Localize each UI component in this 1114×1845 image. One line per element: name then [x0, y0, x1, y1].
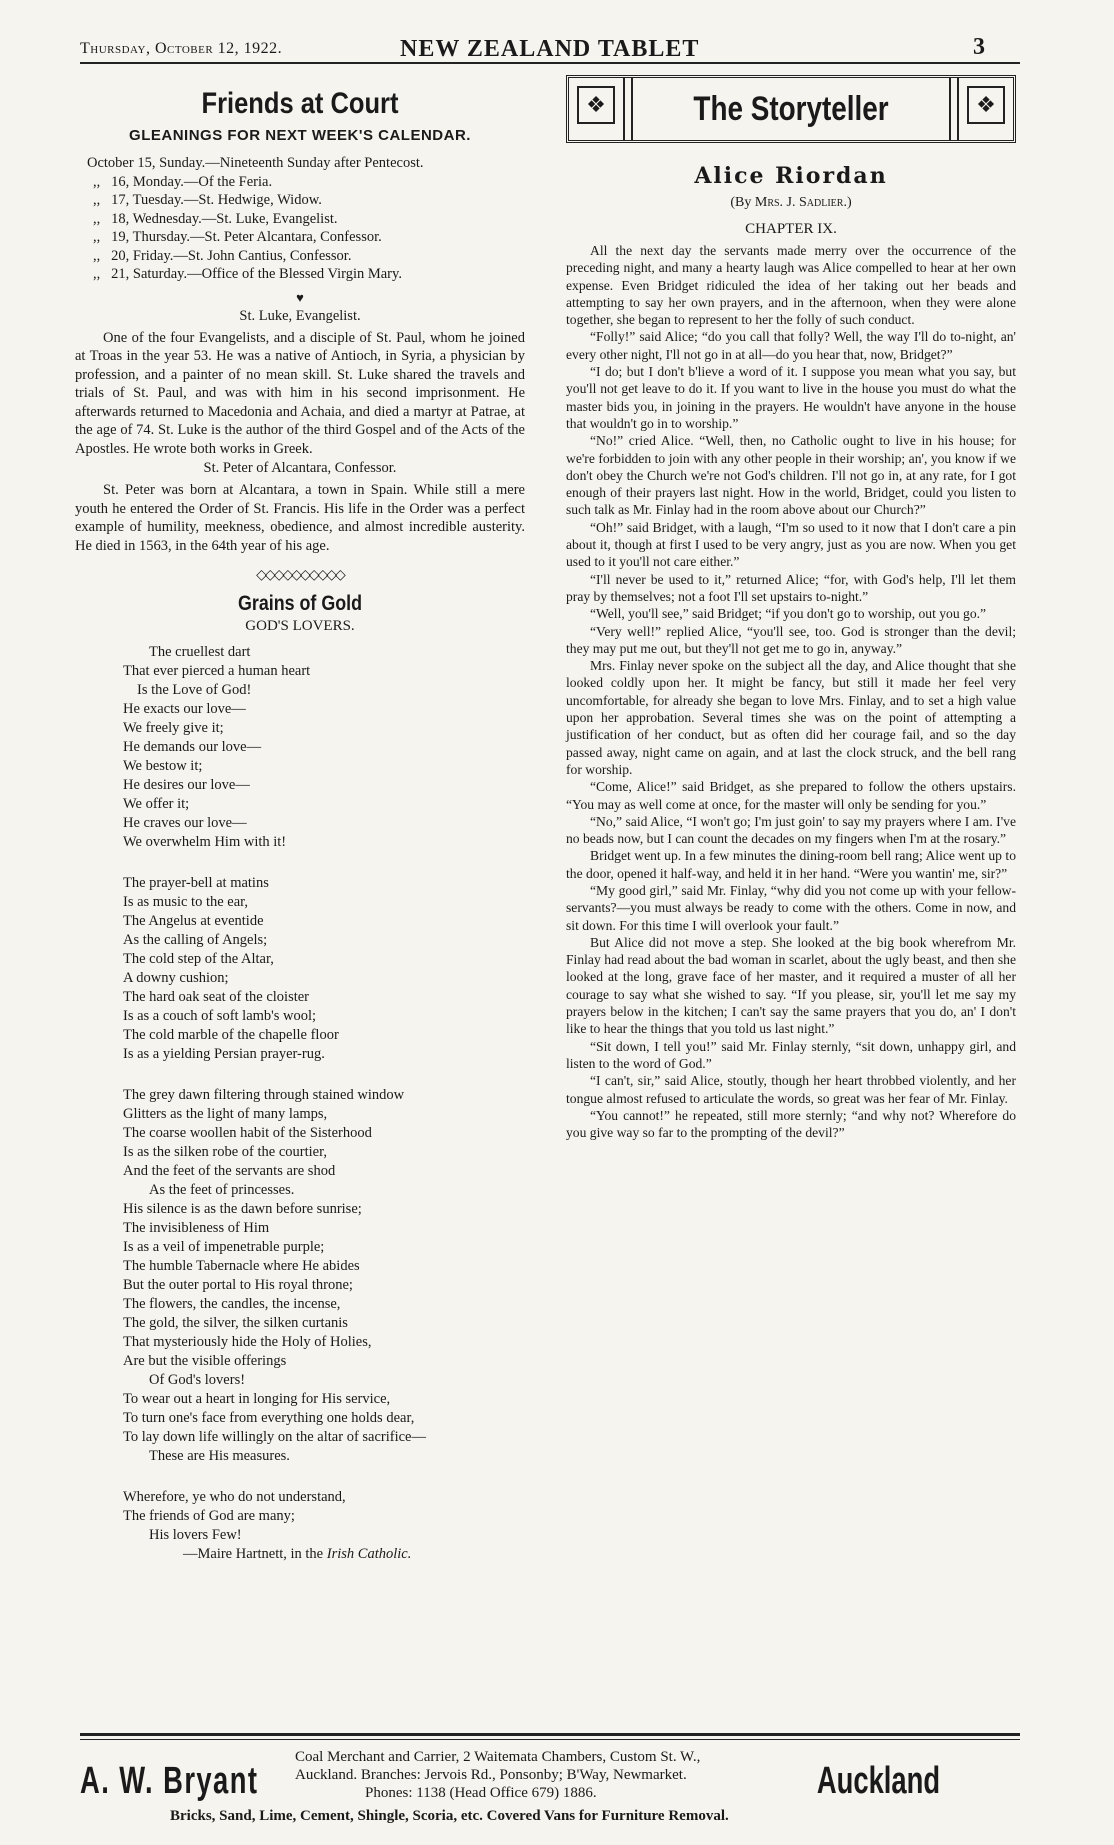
story-paragraph: “I can't, sir,” said Alice, stoutly, though her heart throbbed violently, and her tongue almost refused to articulate the words, so great was her fear of Mr. Finlay.	[566, 1073, 1016, 1106]
poem-line: The grey dawn filtering through stained window	[123, 1087, 405, 1103]
calendar-entry: ,, 20, Friday.—St. John Cantius, Confessor.	[93, 247, 352, 264]
story-paragraph: “Oh!” said Bridget, with a laugh, “I'm so used to it now that I don't care a pin about it, though at first I used to be very angry, just as you are now. When you get used to it you'll not care either.”	[566, 519, 1016, 570]
poem-line: The coarse woollen habit of the Sisterhood	[123, 1125, 372, 1141]
poem-line: The flowers, the candles, the incense,	[123, 1296, 341, 1312]
poem-line: A downy cushion;	[123, 970, 229, 986]
poem-line: As the feet of princesses.	[149, 1182, 295, 1198]
poem-line: Is as the silken robe of the courtier,	[123, 1144, 327, 1160]
poem-stanza-2	[123, 874, 525, 1064]
poem-line: And the feet of the servants are shod	[123, 1163, 336, 1179]
poem-line: To lay down life willingly on the altar of sacrifice—	[123, 1429, 426, 1445]
issue-date: Thursday, October 12, 1922.	[80, 40, 283, 57]
poem-line: The cold step of the Altar,	[123, 951, 274, 967]
grains-of-gold-title: Grains of Gold	[238, 592, 362, 615]
poem-line: We bestow it;	[123, 758, 203, 774]
poem-line: Wherefore, ye who do not understand,	[123, 1489, 346, 1505]
poem-line: Is as a yielding Persian prayer-rug.	[123, 1046, 325, 1062]
poem-line: The prayer-bell at matins	[123, 875, 269, 891]
byline-prefix: (By	[730, 195, 752, 210]
saint-luke-text: One of the four Evangelists, and a disciple of St. Paul, whom he joined at Troas in the year 53. He was a native of Antioch, in Syria, a physician by profession, and a painter of no mean skill. St. Luke shared the travels and trials of St. Paul, and was with him in his second imprisonment. He afterwards returned to Macedonia and Achaia, and died a martyr at Patrae, at the age of 74. St. Luke is the author of the third Gospel and of the Acts of the Apostles. He wrote both works in Greek.	[75, 329, 525, 457]
chapter-heading: CHAPTER IX.	[745, 221, 837, 237]
story-paragraph: Bridget went up. In a few minutes the dining-room bell rang; Alice went up to the door, opened it half-way, and held it in her hand. “Were you wantin' me, sir?”	[566, 848, 1016, 881]
story-title: Alice Riordan	[694, 163, 888, 189]
story-paragraph: “No!” cried Alice. “Well, then, no Catholic ought to live in his house; for we're forbidden to join with any other people in their worship; an', you know if we don't obey the Church we're not God's children. I'll not go in, at any rate, for I got enough of their prayers last night. How in the world, Bridget, could you listen to such talk as Mr. Finlay had in the room above about our Church?”	[566, 433, 1016, 518]
poem-line: Is as a couch of soft lamb's wool;	[123, 1008, 317, 1024]
calendar-entry: ,, 18, Wednesday.—St. Luke, Evangelist.	[93, 210, 338, 227]
calendar-entry: October 15, Sunday.—Nineteenth Sunday after Pentecost.	[87, 155, 424, 171]
poem-line: Are but the visible offerings	[123, 1353, 287, 1369]
poem-line: The humble Tabernacle where He abides	[123, 1258, 360, 1274]
story-paragraph: But Alice did not move a step. She looked at the big book wherefrom Mr. Finlay had read about the bad woman in scarlet, about the ugly beast, and then she looked at the long, grave face of her master, and it required a muster of all her courage to say what she wished to say. “If you please, sir, you'll let me say my prayers below in the kitchen; I can't say the same prayers that you do, an' I don't like to hear the things that you told us last night.”	[566, 934, 1016, 1037]
poem-line: He exacts our love—	[123, 701, 246, 717]
poem-line: The cold marble of the chapelle floor	[123, 1027, 339, 1043]
credit-author: —Maire Hartnett, in the	[183, 1546, 324, 1562]
poem-line: The Angelus at eventide	[123, 913, 264, 929]
banner-divider	[957, 78, 959, 140]
ad-line: Auckland. Branches: Jervois Rd., Ponsonby; B'Way, Newmarket.	[295, 1767, 687, 1783]
poem-line: The hard oak seat of the cloister	[123, 989, 310, 1005]
story-paragraph: “My good girl,” said Mr. Finlay, “why did you not come up with your fellow-servants?—you must always be ready to come with the others. Come in now, and sit down. For this time I will overlook your fault.”	[566, 882, 1016, 933]
story-paragraph: “Very well!” replied Alice, “you'll see, too. God is stronger than the devil; they may put me out, but they'll not get me to go in, anyway.”	[566, 623, 1016, 656]
poem-line: To turn one's face from everything one holds dear,	[123, 1410, 415, 1426]
poem-line: That ever pierced a human heart	[123, 663, 311, 679]
story-paragraph: Mrs. Finlay never spoke on the subject all the day, and Alice thought that she looked coldly upon her. It might be fancy, but still it made her feel very uncomfortable, for already she began to love Mrs. Finlay, and to set a high value upon her approbation. Several times she was on the point of attempting a justification of her conduct, but as often did her courage fail, and so the day passed away, night came on again, and at last the clock struck, and the bell rang for worship.	[566, 658, 1016, 777]
calendar-entry: ,, 16, Monday.—Of the Feria.	[93, 173, 273, 190]
advertiser-city: Auckland	[816, 1760, 940, 1802]
calendar-entry: ,, 19, Thursday.—St. Peter Alcantara, Confessor.	[93, 229, 382, 245]
ad-line: Coal Merchant and Carrier, 2 Waitemata Chambers, Custom St. W.,	[295, 1749, 701, 1765]
storyteller-banner	[566, 75, 1016, 143]
right-column	[566, 75, 1016, 1141]
story-paragraph: “Well, you'll see,” said Bridget; “if you don't go to worship, out you go.”	[590, 606, 987, 622]
diamond-divider-icon: ◇◇◇◇◇◇◇◇◇◇	[256, 568, 344, 583]
calendar-list	[87, 154, 525, 284]
poem-line: Is as music to the ear,	[123, 894, 249, 910]
story-paragraph: “I do; but I don't b'lieve a word of it. I suppose you mean what you say, but you'll not get leave to do it. If you want to live in the house you must do what the master bids you, in joining in the prayers. He wouldn't have anyone in the house that wouldn't go in to worship.”	[566, 364, 1016, 431]
poem-line: We freely give it;	[123, 720, 224, 736]
story-paragraph: “Sit down, I tell you!” said Mr. Finlay sternly, “sit down, unhappy girl, and listen to the word of God.”	[566, 1038, 1016, 1071]
banner-divider	[949, 78, 951, 140]
ornament-box-icon: ❖	[967, 86, 1005, 124]
footer-rule	[80, 1733, 1020, 1736]
calendar-entry: ,, 21, Saturday.—Office of the Blessed Virgin Mary.	[93, 266, 402, 282]
story-paragraph: “You cannot!” he repeated, still more sternly; “and why not? Wherefore do you give way so far to the prompting of the devil?”	[566, 1107, 1016, 1141]
poem-line: The friends of God are many;	[123, 1508, 295, 1524]
byline-author: Mrs. J. Sadlier.)	[754, 195, 852, 210]
bryant-advertisement	[80, 1748, 1020, 1828]
poem-line: The invisibleness of Him	[123, 1220, 270, 1236]
banner-divider	[631, 78, 633, 140]
poem-line: That mysteriously hide the Holy of Holies,	[123, 1334, 372, 1350]
story-paragraph: “I'll never be used to it,” returned Alice; “for, with God's help, I'll let them pray by themselves; not a foot I'll set upstairs to-night.”	[566, 571, 1016, 604]
poem-stanza-1	[123, 643, 525, 852]
saint-peter-heading: St. Peter of Alcantara, Confessor.	[203, 460, 397, 476]
story-paragraph: “Folly!” said Alice; “do you call that folly? Well, the way I'll do to-night, an' every other night, I'll not go in at all—do you hear that, now, Bridget?”	[566, 329, 1016, 362]
credit-source: Irish Catholic.	[326, 1546, 412, 1562]
poem-line: His lovers Few!	[149, 1527, 242, 1543]
poem-line: As the calling of Angels;	[123, 932, 268, 948]
poem-line: Of God's lovers!	[149, 1372, 246, 1388]
poem-line: Is the Love of God!	[137, 682, 252, 698]
poem-stanza-4	[123, 1488, 525, 1545]
story-paragraph: “No,” said Alice, “I won't go; I'm just goin' to say my prayers where I am. I've no beads now, but I can count the decades on my fingers when I'm at the rosary.”	[566, 813, 1016, 847]
advertiser-details	[295, 1748, 855, 1802]
calendar-entry: ,, 17, Tuesday.—St. Hedwige, Widow.	[93, 192, 322, 208]
poem-line: But the outer portal to His royal throne;	[123, 1277, 353, 1293]
header-rule	[80, 62, 1020, 64]
poem-line: He desires our love—	[123, 777, 250, 793]
poem-line: To wear out a heart in longing for His service,	[123, 1391, 391, 1407]
footer-rule-thin	[80, 1739, 1020, 1740]
heart-ornament-icon: ♥	[296, 289, 304, 305]
poem-line: Is as a veil of impenetrable purple;	[123, 1239, 325, 1255]
story-paragraph: “Come, Alice!” said Bridget, as she prepared to follow the others upstairs. “You may as well come at once, for the master will only be sending for you.”	[566, 779, 1016, 812]
left-column	[75, 75, 525, 1564]
poem-line: The cruellest dart	[149, 644, 251, 660]
poem-line: These are His measures.	[149, 1448, 290, 1464]
ad-services: Bricks, Sand, Lime, Cement, Shingle, Scoria, etc. Covered Vans for Furniture Removal.	[170, 1808, 729, 1824]
saint-luke-heading: St. Luke, Evangelist.	[239, 307, 361, 324]
banner-divider	[623, 78, 625, 140]
poem-title: GOD'S LOVERS.	[245, 618, 355, 634]
story-paragraph: All the next day the servants made merry over the occurrence of the preceding night, and many a hearty laugh was Alice compelled to hear at her own expense. Even Bridget ridiculed the idea of her taking out her beads and attempting to say her own prayers, and in the afternoon, when they were alone together, she began to represent to her the folly of such conduct.	[566, 243, 1016, 328]
saint-peter-text: St. Peter was born at Alcantara, a town in Spain. While still a mere youth he entered the Order of St. Francis. His life in the Order was a perfect example of humility, meekness, obedience, and almost incredible austerity. He died in 1563, in the 64th year of his age.	[75, 482, 525, 554]
poem-line: Glitters as the light of many lamps,	[123, 1106, 328, 1122]
poem-stanza-3	[123, 1086, 525, 1466]
poem-line: We overwhelm Him with it!	[123, 834, 287, 850]
poem-line: He demands our love—	[123, 739, 262, 755]
poem-line: The gold, the silver, the silken curtanis	[123, 1315, 348, 1331]
calendar-subtitle: GLEANINGS FOR NEXT WEEK'S CALENDAR.	[129, 127, 471, 144]
page-header	[80, 30, 985, 60]
friends-at-court-title: Friends at Court	[201, 87, 399, 120]
ad-phones: Phones: 1138 (Head Office 679) 1886.	[365, 1785, 597, 1801]
poem-line: He craves our love—	[123, 815, 247, 831]
poem-line: His silence is as the dawn before sunrise;	[123, 1201, 362, 1217]
poem-line: We offer it;	[123, 796, 190, 812]
advertiser-name: A. W. Bryant	[80, 1760, 259, 1802]
masthead: NEW ZEALAND TABLET	[400, 36, 700, 62]
byline	[566, 195, 1016, 211]
ornament-box-icon: ❖	[577, 86, 615, 124]
poem-credit	[123, 1545, 525, 1564]
page-number: 3	[973, 34, 985, 60]
storyteller-title: The Storyteller	[693, 89, 889, 128]
